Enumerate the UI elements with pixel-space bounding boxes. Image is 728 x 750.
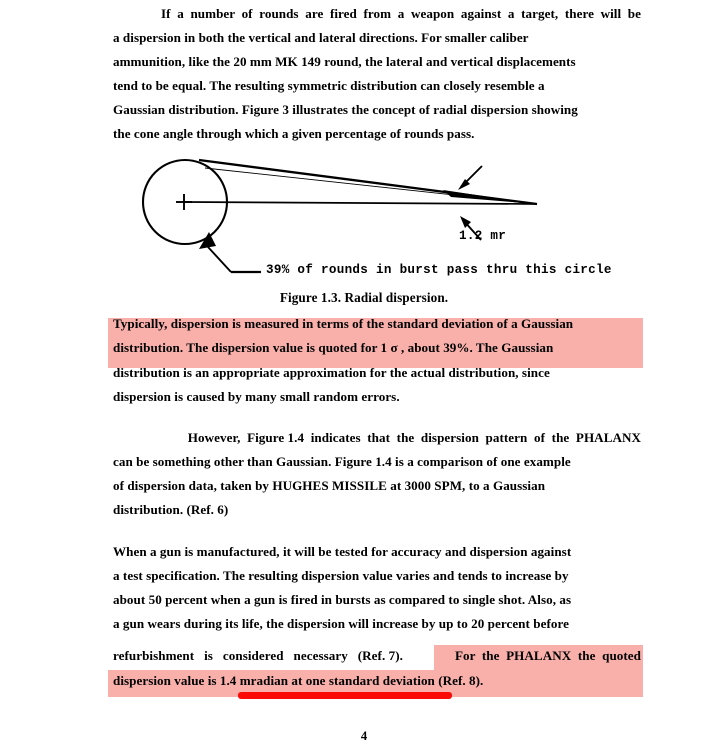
text-line	[113, 6, 641, 30]
cone-angle-label: 1.2 mr	[459, 229, 507, 243]
line-text: the cone angle through which a given percentage of rounds pass.	[113, 126, 475, 141]
red-underline-annotation	[238, 692, 452, 699]
line-text: refurbishment is considered necessary (Ref. 7).	[113, 648, 403, 663]
text-line	[113, 126, 641, 150]
line-text: distribution. The dispersion value is quoted for 1 σ , about 39%. The Gaussian	[113, 340, 554, 355]
line-text: If a number of rounds are fired from a weapon against a target, there will be	[161, 6, 641, 21]
text-line	[113, 592, 641, 616]
line-text: a gun wears during its life, the dispersion will increase by up to 20 percent before	[113, 616, 569, 631]
text-line	[113, 78, 641, 102]
line-text: distribution is an appropriate approximation for the actual distribution, since	[113, 365, 550, 380]
line-text: Gaussian distribution. Figure 3 illustrates the concept of radial dispersion showing	[113, 102, 578, 117]
dimension-arrow-upper	[458, 166, 482, 190]
line-text: can be something other than Gaussian. Figure 1.4 is a comparison of one example	[113, 454, 571, 469]
line-text: dispersion is caused by many small random errors.	[113, 389, 400, 404]
line-text: a test specification. The resulting dispersion value varies and tends to increase by	[113, 568, 569, 583]
text-line	[113, 648, 641, 672]
text-line-highlighted	[113, 340, 641, 364]
line-text: However, Figure 1.4 indicates that the dispersion pattern of the PHALANX	[187, 430, 641, 445]
text-line	[113, 102, 641, 126]
line-text: about 50 percent when a gun is fired in bursts as compared to single shot. Also, as	[113, 592, 572, 607]
line-text: dispersion value is 1.4 mradian at one standard deviation (Ref. 8).	[113, 673, 484, 688]
text-line	[113, 616, 641, 640]
text-line	[113, 389, 641, 413]
line-text: a dispersion in both the vertical and lateral directions. For smaller caliber	[113, 30, 529, 45]
cone-axis-line	[184, 202, 537, 204]
text-line	[113, 430, 641, 454]
line-text-highlighted: For the PHALANX the quoted	[454, 648, 641, 663]
figure-radial-dispersion	[113, 150, 641, 290]
line-text: tend to be equal. The resulting symmetric distribution can closely resemble a	[113, 78, 545, 93]
text-line	[113, 30, 641, 54]
figure-caption: Figure 1.3. Radial dispersion.	[279, 290, 449, 305]
line-text: of dispersion data, taken by HUGHES MISSILE at 3000 SPM, to a Gaussian	[113, 478, 546, 493]
line-text: distribution. (Ref. 6)	[113, 502, 229, 517]
page-number: 4	[360, 729, 368, 743]
circle-annotation-label: 39% of rounds in burst pass thru this circle	[266, 263, 612, 277]
text-line	[113, 544, 641, 568]
text-line	[113, 454, 641, 478]
text-line	[113, 54, 641, 78]
text-line	[113, 478, 641, 502]
text-line	[113, 365, 641, 389]
text-line	[113, 568, 641, 592]
circle-leader-arrow	[199, 232, 261, 272]
text-line-highlighted	[113, 316, 641, 340]
line-text: ammunition, like the 20 mm MK 149 round, the lateral and vertical displacements	[113, 54, 576, 69]
text-line	[113, 502, 641, 526]
line-text: Typically, dispersion is measured in terms of the standard deviation of a Gaussian	[113, 316, 574, 331]
line-text: When a gun is manufactured, it will be tested for accuracy and dispersion against	[113, 544, 572, 559]
